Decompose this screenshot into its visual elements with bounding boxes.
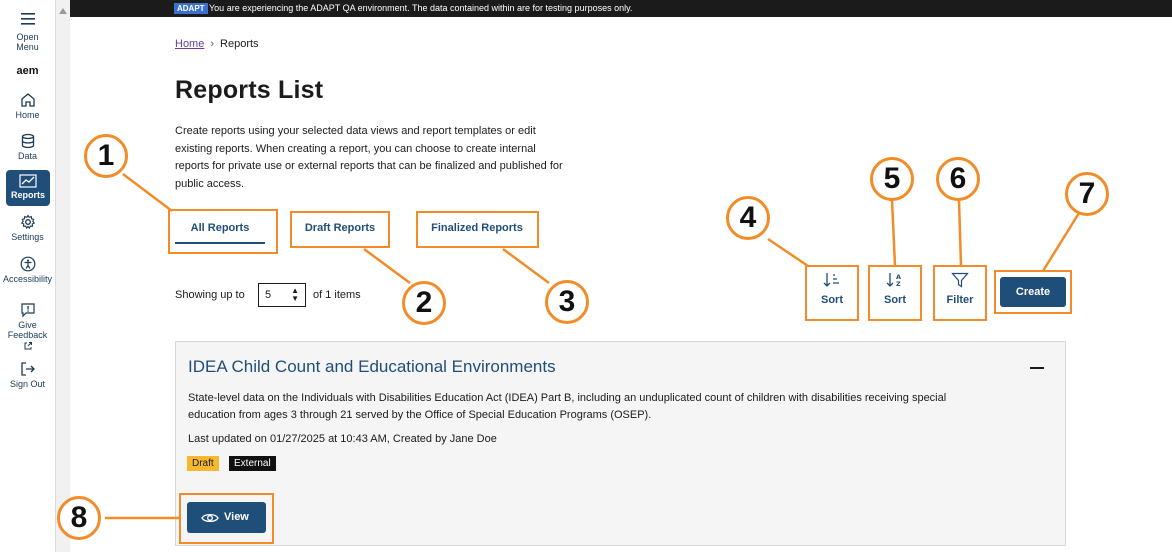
sidebar-item-home[interactable]	[0, 92, 55, 120]
sidebar-item-label: Sign Out	[9, 379, 46, 389]
feedback-icon	[20, 302, 36, 318]
sidebar-item-reports[interactable]	[6, 170, 50, 206]
breadcrumb-separator: ›	[210, 38, 215, 50]
open-menu-label: Open Menu	[16, 32, 39, 52]
annotation-number-1: 1	[84, 134, 128, 178]
page-size-value: 5	[265, 289, 272, 301]
sidebar-item-accessibility[interactable]	[0, 256, 55, 284]
accessibility-icon	[20, 256, 36, 272]
report-description: State-level data on the Individuals with Disabilities Education Act (IDEA) Part B, including an unduplicated count of children with disabilities receiving special education from ages 3 through 21 served by the Office of Special Education Programs (OSEP).	[188, 392, 947, 421]
logo-text: aem	[16, 65, 39, 77]
sidebar-item-label: Home	[15, 110, 40, 120]
sidebar-item-sign-out[interactable]	[0, 361, 55, 389]
gear-icon	[20, 214, 36, 230]
sidebar-item-label: Accessibility	[2, 274, 52, 284]
sidebar-item-data[interactable]	[0, 133, 55, 161]
annotation-number-8: 8	[57, 496, 101, 540]
annotation-box-sort-alpha	[868, 265, 922, 321]
create-button[interactable]: Create	[1000, 277, 1066, 307]
scrollbar[interactable]	[56, 0, 70, 552]
breadcrumb-current: Reports	[220, 38, 259, 50]
environment-message: You are experiencing the ADAPT QA environment. The data contained within are for testing purposes only.	[209, 3, 633, 13]
external-link-icon	[23, 341, 33, 351]
collapse-icon[interactable]	[1030, 367, 1044, 369]
page-size-select[interactable]	[258, 283, 306, 307]
annotation-box-view	[179, 493, 274, 544]
annotation-number-3: 3	[545, 280, 589, 324]
annotation-box-filter	[933, 265, 987, 321]
annotation-box-sort	[805, 265, 859, 321]
sidebar-item-settings[interactable]	[0, 214, 55, 242]
report-title[interactable]: IDEA Child Count and Educational Environments	[188, 357, 556, 376]
annotation-box-all-reports	[168, 209, 278, 254]
sidebar-item-give-feedback[interactable]	[0, 302, 55, 353]
page-title: Reports List	[175, 76, 324, 104]
sidebar-item-label: Data	[17, 151, 37, 161]
breadcrumb	[175, 38, 259, 50]
database-icon	[20, 133, 36, 149]
svg-text:Z: Z	[896, 280, 901, 288]
scroll-up-arrow[interactable]	[59, 8, 67, 14]
annotation-number-7: 7	[1065, 172, 1109, 216]
view-label: View	[224, 511, 249, 523]
tab-finalized-reports[interactable]: Finalized Reports	[431, 222, 523, 234]
home-icon	[20, 92, 36, 108]
breadcrumb-home-link[interactable]: Home	[175, 38, 205, 50]
filter-label: Filter	[946, 294, 974, 306]
sidebar	[0, 0, 56, 552]
status-badge-draft: Draft	[187, 456, 219, 471]
annotation-number-5: 5	[870, 157, 914, 201]
hamburger-icon	[20, 12, 36, 26]
tab-draft-reports[interactable]: Draft Reports	[304, 222, 376, 234]
sort-label: Sort	[821, 294, 843, 306]
open-menu-button[interactable]	[0, 12, 55, 52]
annotation-number-6: 6	[936, 157, 980, 201]
annotation-number-2: 2	[402, 281, 446, 325]
annotation-box-finalized-reports	[416, 211, 539, 248]
annotation-number-4: 4	[726, 196, 770, 240]
report-meta: Last updated on 01/27/2025 at 10:43 AM, Created by Jane Doe	[188, 433, 497, 445]
annotation-box-draft-reports	[290, 211, 390, 248]
sidebar-item-label: Settings	[11, 232, 44, 242]
sign-out-icon	[20, 361, 36, 377]
svg-text:A: A	[896, 273, 902, 281]
showing-label: Showing up to	[175, 289, 245, 301]
environment-tag: ADAPT	[174, 3, 208, 14]
sort-alpha-label: Sort	[884, 294, 906, 306]
status-badge-external: External	[229, 456, 276, 471]
sidebar-item-label: Reports	[10, 190, 45, 200]
sidebar-item-label: Give Feedback	[7, 320, 48, 340]
items-count: of 1 items	[313, 289, 361, 301]
aem-logo	[0, 66, 55, 76]
chart-icon	[19, 174, 37, 188]
environment-banner	[70, 0, 1172, 17]
annotation-box-create	[994, 270, 1072, 314]
page-intro: Create reports using your selected data views and report templates or edit existing reports. When creating a report, you can choose to create internal reports for private use or external reports that can be finalized and published for public access.	[175, 125, 563, 190]
tab-all-reports[interactable]: All Reports	[190, 222, 250, 234]
spinner-arrows-icon: ▲ ▼	[291, 286, 299, 303]
